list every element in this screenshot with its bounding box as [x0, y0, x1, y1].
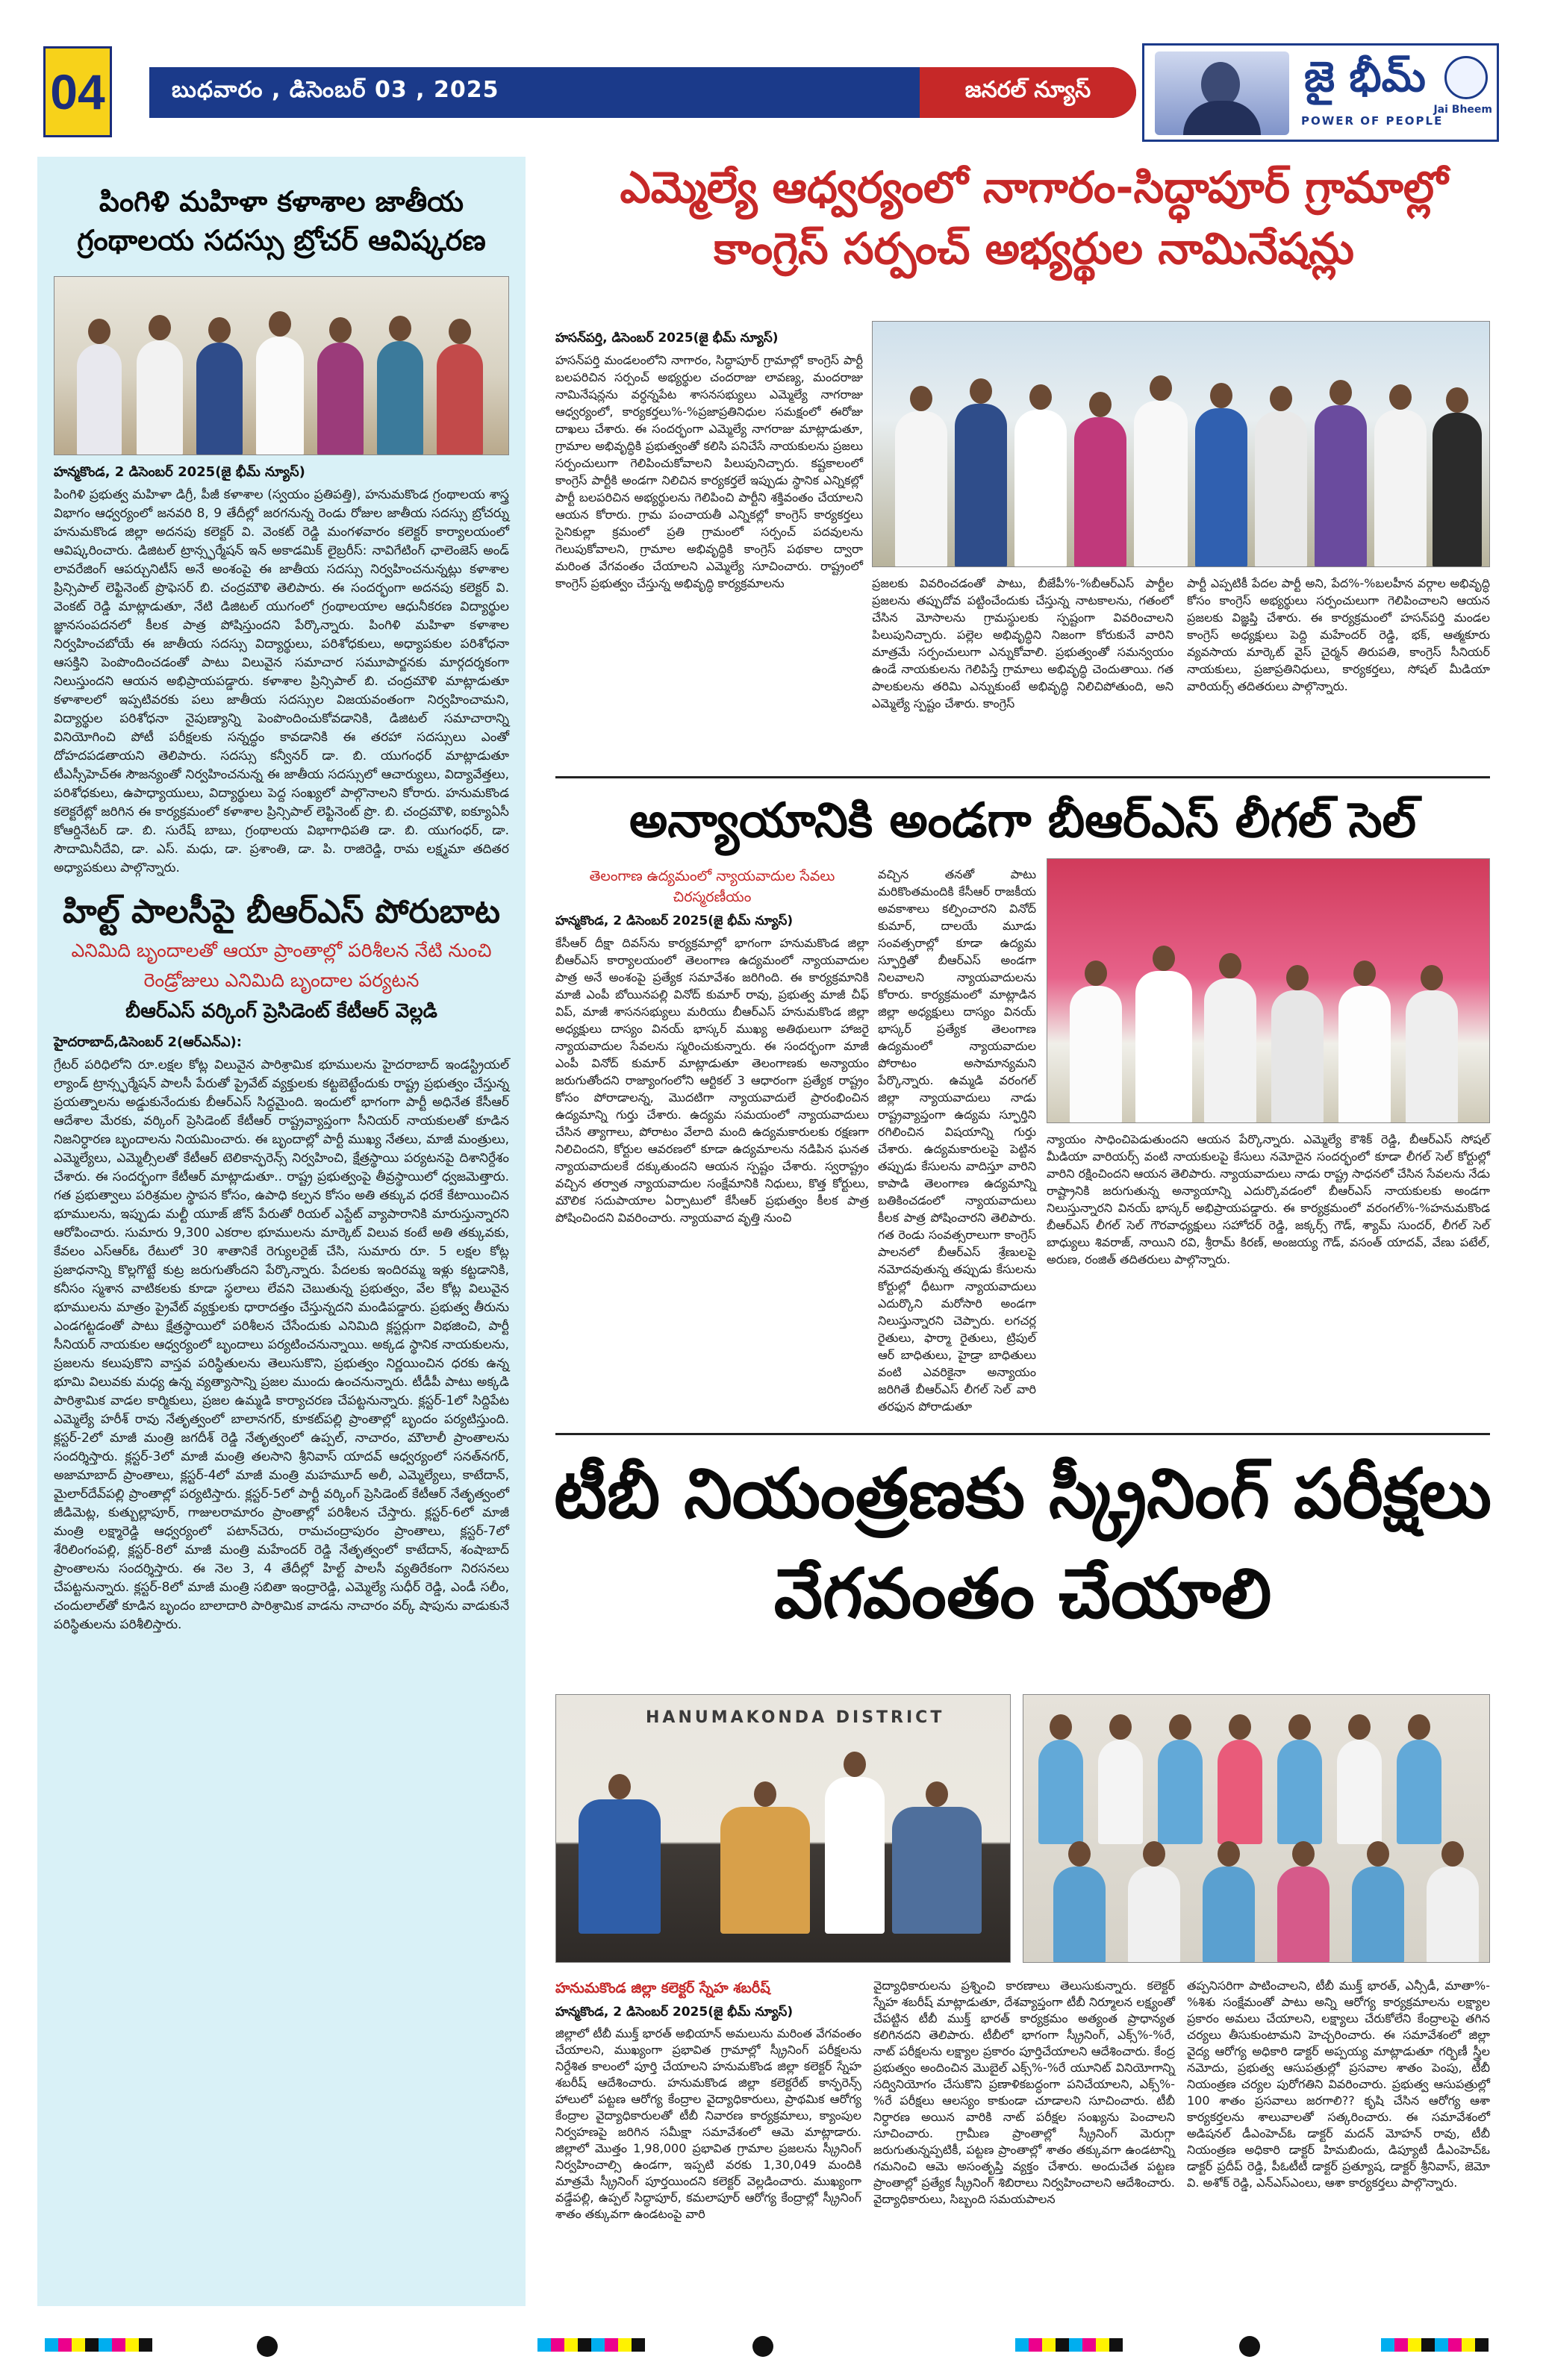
article5-col3	[1187, 1978, 1490, 2191]
article4-caption: తెలంగాణ ఉద్యమంలో న్యాయవాదుల సేవలు చిరస్మరణీయం	[589, 868, 835, 905]
article5-photo-left	[555, 1694, 1011, 1963]
article5-dateline: హన్మకొండ, 2 డిసెంబర్ 2025(జై భీమ్ న్యూస్)	[555, 2005, 794, 2020]
article4-col2	[878, 866, 1036, 1415]
article3-dateline: హసన్‌పర్తి, డిసెంబర్ 2025(జై భీమ్ న్యూస్)	[555, 331, 779, 346]
left-column	[37, 157, 526, 2306]
brand-small: Jai Bheem	[1433, 104, 1492, 116]
article4-col3	[1047, 1131, 1490, 1268]
registration-bar-2	[537, 2338, 645, 2352]
article3-col3-text: పార్టీ ఎప్పటికీ పేదల పార్టీ అని, పేద%-%బలహీన వర్గాల అభివృద్ధి కోసం కాంగ్రెస్ అభ్యర్థులు సర్పంచులుగా గెలిపించాలని ఆయన ప్రజలకు విజ్ఞప్తి చేశారు. ఈ కార్యక్రమంలో హసన్‌పర్తి మండల కాంగ్రెస్ అధ్యక్షులు పెద్ది మహేందర్ రెడ్డి, భక్, ఆత్మకూరు వ్యవసాయ మార్కెట్ వైస్ చైర్మన్ తిరుపతి, కాంగ్రెస్ సీనియర్ నాయకులు, ప్రజాప్రతినిధులు, కార్యకర్తలు, సోషల్ మీడియా వారియర్స్ తదితరులు పాల్గొన్నారు.	[1187, 576, 1490, 693]
article3-col2	[872, 575, 1173, 712]
article5-headline: టీబీ నియంత్రణకు స్క్రీనింగ్ పరీక్షలు వేగవంతం చేయాలి	[554, 1454, 1491, 1634]
registration-dot-3	[1239, 2336, 1260, 2357]
registration-bar-3	[1015, 2338, 1123, 2352]
article5-caption: హనుమకొండ జిల్లా కలెక్టర్ స్నేహ శబరీష్	[555, 1980, 770, 1996]
registration-bar-1	[45, 2338, 152, 2352]
registration-dot-1	[257, 2336, 278, 2357]
registration-dot-2	[752, 2336, 773, 2357]
article4-photo	[1047, 858, 1490, 1123]
article4-col3-text: న్యాయం సాధించిపెడుతుందని ఆయన పేర్కొన్నారు. ఎమ్మెల్యే కౌశిక్ రెడ్డి, బీఆర్ఎస్ సోషల్ మీడియా వారియర్స్ వంటి నాయకులపై కేసులు నమోదైన సందర్భంలో కూడా లీగల్ సెల్ కోర్టుల్లో వారిని రక్షించిందని ఆయన తెలిపారు. న్యాయవాదులు నాడు రాష్ట్ర సాధనలో చేసిన సేవలను నేడు రాష్ట్రానికి జరుగుతున్న అన్యాయాన్ని ఎదుర్కొవడంలో బీఆర్ఎస్ నాయకులకు అండగా నిలుస్తున్నారని వినయ్ భాస్కర్ అభిప్రాయపడ్డారు. ఈ కార్యక్రమంలో వరంగల్%-%హనుమకొండ బీఆర్ఎస్ లీగల్ సెల్ గౌరవాధ్యక్షులు సహోదర్ రెడ్డి, జక్కర్స్ గౌడ్, శ్యామ్ సుందర్, లీగల్ సెల్ బాధ్యులు శివరాజ్, నాయిని రవి, శ్రీరామ్ కిరణ్, అంజయ్య గౌడ్, వసంత్ యాదవ్, వేణు పటేల్, అరుణ, రంజిత్ తదితరులు పాల్గొన్నారు.	[1047, 1132, 1490, 1266]
article5-col2-text: వైద్యాధికారులను ప్రశ్నించి కారణాలు తెలుసుకున్నారు. కలెక్టర్ స్నేహ శబరీష్ మాట్లాడుతూ, దేశవ్యాప్తంగా టీబీ నిర్మూలన లక్ష్యంతో చేపట్టిన టీబీ ముక్త్ భారత్ కార్యక్రమం అత్యంత ప్రాధాన్యత కలిగినదని తెలిపారు. టీబీలో భాగంగా స్క్రీనింగ్, ఎక్స్%-%రే, నాట్ పరీక్షలను లక్ష్యాల ప్రకారం పూర్తిచేయాలని ఆదేశించారు. కేంద్ర ప్రభుత్వం అందించిన మొబైల్ ఎక్స్%-%రే యూనిట్ వినియోగాన్ని సద్వినియోగం చేసుకొని ప్రణాళికబద్ధంగా పనిచేయాలని, ఎక్స్%-%రే పరీక్షలు ఆలస్యం కాకుండా చూడాలని సూచించారు. టీబీ నిర్ధారణ అయిన వారికి నాట్ పరీక్షల సంఖ్యను పెంచాలని సూచించారు. గ్రామీణ ప్రాంతాల్లో స్క్రీనింగ్ మెరుగ్గా జరుగుతున్నప్పటికీ, పట్టణ ప్రాంతాల్లో శాతం తక్కువగా ఉండటాన్ని గమనించి ఆమె అసంతృప్తి వ్యక్తం చేశారు. అందుచేత పట్టణ ప్రాంతాల్లో ప్రత్యేక స్క్రీనింగ్ శిబిరాలు నిర్వహించాలని ఆదేశించారు. వైద్యాధికారులు, సిబ్బంది సమయపాలన	[873, 1978, 1175, 2206]
article1-photo	[54, 276, 509, 455]
article2-body: గ్రేటర్ పరిధిలోని రూ.లక్షల కోట్ల విలువైన పారిశ్రామిక భూములను హైదరాబాద్ ఇండస్ట్రియల్ ల్యాండ్ ట్రాన్స్ఫర్మేషన్ పాలసీ పేరుతో ప్రైవేట్ వ్యక్తులకు కట్టబెట్టేందుకు రాష్ట్ర ప్రభుత్వం చేస్తున్న ప్రయత్నాలను అడ్డుకునేందుకు బీఆర్ఎస్ సిద్ధమైంది. ఇందులో భాగంగా పార్టీ అధినేత కేసీఆర్ ఆదేశాల మేరకు, వర్కింగ్ ప్రెసిడెంట్ కేటీఆర్ రాష్ట్రవ్యాప్తంగా సీనియర్ నాయకులతో కూడిన నిజనిర్ధారణ బృందాలను నియమించారు. ఈ బృందాల్లో పార్టీ ముఖ్య నేతలు, మాజీ మంత్రులు, ఎమ్మెల్యేలు, ఎమ్మెల్సీలతో కేటీఆర్ టెలికాన్ఫరెన్స్ నిర్వహించి, క్షేత్రస్థాయి పర్యటనపై దిశానిర్దేశం చేశారు. ఈ సందర్భంగా కేటీఆర్ మాట్లాడుతూ.. రాష్ట్ర ప్రభుత్వంపై తీవ్రస్థాయిలో ధ్వజమెత్తారు. గత ప్రభుత్వాలు పరిశ్రమల స్థాపన కోసం, ఉపాధి కల్పన కోసం అతి తక్కువ ధరకే కేటాయించిన భూములను, ఇప్పుడు మల్టీ యూజ్ జోన్ పేరుతో రియల్ ఎస్టేట్ వ్యాపారానికి మారుస్తున్నారని ఆరోపించారు. సుమారు 9,300 ఎకరాల భూములను మార్కెట్ విలువ కంటే అతి తక్కువకు, కేవలం ఎస్ఆర్ఓ రేటులో 30 శాతానికే రెగ్యులరైజ్ చేసి, సుమారు రూ. 5 లక్షల కోట్ల ప్రజాధనాన్ని కొల్లగొట్టే కుట్ర జరుగుతోందని పేర్కొన్నారు. పేదలకు ఇందిరమ్మ ఇళ్లు కట్టడానికి, కనీసం స్మశాన వాటికలకు కూడా స్థలాలు లేవని చెబుతున్న ప్రభుత్వం, వేల కోట్ల విలువైన భూములను మాత్రం ప్రైవేట్ వ్యక్తులకు ధారాదత్తం చేస్తున్నదని మండిపడ్డారు. ప్రభుత్వ తీరును ఎండగట్టడంతో పాటు క్షేత్రస్థాయిలో పరిశీలన చేసేందుకు ఎనిమిది క్లస్టర్లుగా విభజించి, పార్టీ సీనియర్ నాయకుల ఆధ్వర్యంలో బృందాలు పర్యటించనున్నాయి. అక్కడ స్థానిక నాయకులను, ప్రజలను కలుపుకొని వాస్తవ పరిస్థితులను తెలుసుకొని, ప్రభుత్వం నిర్ణయించిన ధరకు ఉన్న భూమి విలువకు మధ్య ఉన్న వ్యత్యాసాన్ని ప్రజల ముందు ఉంచనున్నారు. టీడీపీ పాటు అక్కడి పారిశ్రామిక వాడల కార్మికులు, ప్రజల ఉమ్మడి కార్యాచరణ చేపట్టనున్నారు. క్లస్టర్-1లో సిద్దిపేట ఎమ్మెల్యే హరీశ్ రావు నేతృత్వంలో బాలానగర్, కూకట్‌పల్లి ప్రాంతాల్లో బృందం పర్యటిస్తుంది. క్లస్టర్-2లో మాజీ మంత్రి జగదీశ్ రెడ్డి నేతృత్వంలో ఉప్పల్, నాచారం, మౌలాలీ ప్రాంతాలను సందర్శిస్తారు. క్లస్టర్-3లో మాజీ మంత్రి తలసాని శ్రీనివాస్ యాదవ్ ఆధ్వర్యంలో సనత్‌నగర్, అజామాబాద్ ప్రాంతాలు, క్లస్టర్-4లో మాజీ మంత్రి మహమూద్ అలీ, ఎమ్మెల్యేలు, కాటేదాన్, మైలార్‌దేవ్‌పల్లి ప్రాంతాల్లో పర్యటిస్తారు. క్లస్టర్-5లో పార్టీ వర్కింగ్ ప్రెసిడెంట్ కేటీఆర్ నేతృత్వంలో జీడిమెట్ల, కుత్బుల్లాపూర్, గాజులరామారం ప్రాంతాల్లో పరిశీలన చేస్తారు. క్లస్టర్-6లో మాజీ మంత్రి లక్ష్మారెడ్డి ఆధ్వర్యంలో పటాన్‌చెరు, రామచంద్రాపురం ప్రాంతాలు, క్లస్టర్-7లో శేరిలింగంపల్లి, క్లస్టర్-8లో మాజీ మంత్రి మహేందర్ రెడ్డి నేతృత్వంలో కాటేదాన్, శంషాబాద్ ప్రాంతాలను సందర్శిస్తారు. ఈ నెల 3, 4 తేదీల్లో హిల్ట్ పాలసీ వ్యతిరేకంగా నిరసనలు చేపట్టనున్నారు. క్లస్టర్-8లో మాజీ మంత్రి సబితా ఇంద్రారెడ్డి, ఎమ్మెల్యే సుధీర్ రెడ్డి, ఎండీ సలీం, చందులాల్‌తో కూడిన బృందం బాలాదారి పారిశ్రామిక వాడను నాచారం వర్క్ షాపును వాడుకునే పరిస్థితులను పరిశీలిస్తారు.	[54, 1058, 509, 1632]
article1-headline: పింగిళి మహిళా కళాశాల జాతీయ గ్రంథాలయ సదస్సు బ్రోచర్ ఆవిష్కరణ	[77, 185, 486, 257]
article4-col2-text: వచ్చిన తనతో పాటు మరికొంతమందికి కేసీఆర్ రాజకీయ అవకాశాలు కల్పించారని వినోద్ కుమార్, దాలయే మూడు సంవత్సరాల్లో కూడా ఉద్యమ స్ఫూర్తితో బీఆర్ఎస్ అండగా నిలవాలని న్యాయవాదులను కోరారు. కార్యక్రమంలో మాట్లాడిన జిల్లా అధ్యక్షులు దాస్యం వినయ్ భాస్కర్ ప్రత్యేక తెలంగాణ ఉద్యమంలో న్యాయవాదుల పోరాటం అసామాన్యమని పేర్కొన్నారు. ఉమ్మడి వరంగల్ జిల్లా న్యాయవాదులు నాడు రాష్ట్రవ్యాప్తంగా ఉద్యమ స్ఫూర్తిని రగిలించిన విషయాన్ని గుర్తు చేశారు. ఉద్యమకారులపై పెట్టిన తప్పుడు కేసులను వాదిస్తూ వారిని కాపాడి తెలంగాణ ఉద్యమాన్ని బతికించడంలో న్యాయవాదులు కీలక పాత్ర పోషించారని తెలిపారు. గత రెండు సంవత్సరాలుగా కాంగ్రెస్ పాలనలో బీఆర్ఎస్ శ్రేణులపై నమోదవుతున్న తప్పుడు కేసులను కోర్టుల్లో ధీటుగా న్యాయవాదులు ఎదుర్కొని మరోసారి అండగా నిలుస్తున్నారని చెప్పారు. లగచర్ల రైతులు, ఫార్మా రైతులు, ట్రిపుల్ ఆర్ బాధితులు, హైడ్రా బాధితులు వంటి ఎవరికైనా అన్యాయం జరిగితే బీఆర్ఎస్ లీగల్ సెల్ వారి తరఫున పోరాడుతూ	[878, 867, 1036, 1414]
article3-headline: ఎమ్మెల్యే ఆధ్వర్యంలో నాగారం-సిద్ధాపూర్ గ్రామాల్లో కాంగ్రెస్ సర్పంచ్ అభ్యర్థుల నామినేషన్లు	[620, 162, 1448, 274]
date-bar	[149, 67, 1136, 118]
article5-col3-text: తప్పనిసరిగా పాటించాలని, టీబీ ముక్త్ భారత్, ఎన్సీడీ, మాతా%-%శిశు సంక్షేమంతో పాటు అన్ని ఆరోగ్య కార్యక్రమాలను లక్ష్యాల ప్రకారం అమలు చేయాలని, లక్ష్యాలు చేరుకోలేని కేంద్రాలపై తగిన చర్యలు తీసుకుంటామని హెచ్చరించారు. ఈ సమావేశంలో జిల్లా వైద్య ఆరోగ్య అధికారి డాక్టర్ అప్పయ్య మాట్లాడుతూ గర్భిణీ స్త్రీల నమోదు, ప్రభుత్వ ఆసుపత్రుల్లో ప్రసవాల శాతం పెంపు, టీబీ నియంత్రణ చర్యల పురోగతిని వివరించారు. ప్రభుత్వ ఆసుపత్రుల్లో 100 శాతం ప్రసవాలు జరగాలి?? కృషి చేసిన ఆరోగ్య ఆశా కార్యకర్తలను శాలువాలతో సత్కరించారు. ఈ సమావేశంలో అడిషనల్ డీఎంహెచ్ఓ డాక్టర్ మదన్ మోహన్ రావు, టీబీ నియంత్రణ అధికారి డాక్టర్ హిమబిందు, డిప్యూటీ డీఎంహెచ్ఓ డాక్టర్ ప్రదీప్ రెడ్డి, పీఓటీటీ డాక్టర్ ప్రత్యూష, డాక్టర్ శ్రీనివాస్, జెమో వి. అశోక్ రెడ్డి, ఎన్ఎస్ఎంలు, ఆశా కార్యకర్తలు పాల్గొన్నారు.	[1187, 1978, 1490, 2190]
article3-photo	[872, 321, 1490, 567]
divider-1	[555, 776, 1490, 778]
section-label: జనరల్ న్యూస్	[920, 67, 1136, 118]
emblem-icon	[1444, 56, 1488, 99]
article3-col1	[555, 325, 863, 592]
issue-date: బుధవారం , డిసెంబర్ 03 , 2025	[172, 77, 499, 103]
ambedkar-portrait	[1155, 51, 1289, 135]
masthead-logo	[1142, 43, 1499, 142]
district-sign: HANUMAKONDA DISTRICT	[646, 1708, 945, 1727]
brand-name: జై భీమ్	[1304, 53, 1426, 101]
article4-dateline: హన్మకొండ, 2 డిసెంబర్ 2025(జై భీమ్ న్యూస్)	[555, 913, 794, 928]
article3-col3	[1187, 575, 1490, 695]
article2-dateline: హైదరాబాద్,డిసెంబర్ 2(ఆర్ఎన్ఎ):	[54, 1034, 242, 1050]
article2-subheading: ఎనిమిది బృందాలతో ఆయా ప్రాంతాల్లో పరిశీలన నేటి నుంచి రెండ్రోజులు ఎనిమిది బృందాల పర్యటన	[71, 940, 492, 991]
brand-tagline: POWER OF PEOPLE	[1301, 114, 1444, 128]
article3-col2-text: ప్రజలకు వివరించడంతో పాటు, బీజేపీ%-%బీఆర్ఎస్ పార్టీల ప్రజలను తప్పుదోవ పట్టించేందుకు చేస్తున్న నాటకాలను, గతంలో చేసిన మోసాలను గ్రామస్థులకు స్పష్టంగా వివరించాలని పిలుపునిచ్చారు. పల్లెల అభివృద్ధిని నిజంగా కోరుకునే వారిని మాత్రమే సర్పంచులుగా ఎన్నుకోవాలి. ప్రభుత్వంతో సమన్వయం ఉండే నాయకులను గెలిపిస్తే గ్రామాలు అభివృద్ధి చెందుతాయి. గత పాలకులను తరిమి ఎన్నుకుంటే అభివృద్ధి నిలిచిపోతుంది, అని ఎమ్మెల్యే స్పష్టం చేశారు. కాంగ్రెస్	[872, 576, 1173, 710]
divider-2	[555, 1433, 1490, 1435]
article4-col1	[555, 866, 869, 1226]
article5-col2	[873, 1978, 1175, 2208]
page-number: 04	[43, 46, 112, 137]
article2-headline: హిల్ట్ పాలసీపై బీఆర్ఎస్ పోరుబాట	[63, 893, 500, 931]
article5-photo-right	[1023, 1694, 1490, 1963]
article4-headline: అన్యాయానికి అండగా బీఆర్ఎస్ లీగల్ సెల్	[629, 793, 1416, 849]
article4-col1-text: కేసీఆర్ దీక్షా దివస్‌ను కార్యక్రమాల్లో భాగంగా హనుమకొండ జిల్లా బీఆర్ఎస్ కార్యాలయంలో తెలంగాణ ఉద్యమంలో న్యాయవాదుల పాత్ర అనే అంశంపై ప్రత్యేక సమావేశం జరిగింది. ఈ కార్యక్రమానికి మాజీ ఎంపీ బోయినపల్లి వినోద్ కుమార్ రావు, ప్రభుత్వ మాజీ చీఫ్ విప్, మాజీ శాసనసభ్యులు మరియు బీఆర్ఎస్ హనుమకొండ జిల్లా అధ్యక్షులు దాస్యం వినయ్ భాస్కర్ ముఖ్య అతిథులుగా హాజరై న్యాయవాదుల సేవలను స్మరించుకున్నారు. ఈ సందర్భంగా మాజీ ఎంపీ వినోద్ కుమార్ మాట్లాడుతూ తెలంగాణకు అన్యాయం జరుగుతోందని రాజ్యాంగంలోని ఆర్టికల్ 3 ఆధారంగా ప్రత్యేక రాష్ట్రం కోసం పోరాడాలన్న, మొదటిగా న్యాయవాదులే ప్రారంభించిన ఉద్యమాన్ని గుర్తు చేశారు. ఉద్యమ సమయంలో న్యాయవాదులు చేసిన త్యాగాలు, పోరాటం వేలాది మంది ఉద్యమకారులకు రక్షణగా నిలిచిందని, కోర్టుల ఆవరణలో కూడా ఉద్యమాలను నడిపిన ఘనత న్యాయవాదులకే దక్కుతుందని ఆయన స్పష్టం చేశారు. స్వరాష్ట్రం వచ్చిన తర్వాత న్యాయవాదుల సంక్షేమానికి నిధులు, కొత్త కోర్టులు, మౌలిక సదుపాయాల ఏర్పాటులో కేసీఆర్ ప్రభుత్వం కీలక పాత్ర పోషించిందని వివరించారు. న్యాయవాద వృత్తి నుంచి	[555, 936, 869, 1225]
article5-col1	[555, 1978, 861, 2223]
registration-bar-4	[1381, 2338, 1489, 2352]
article1-body: పింగిళి ప్రభుత్వ మహిళా డిగ్రీ, పీజీ కళాశాల (స్వయం ప్రతిపత్తి), హనుమకొండ గ్రంథాలయ శాస్త్ర విభాగం ఆధ్వర్యంలో జనవరి 8, 9 తేదీల్లో జరగనున్న రెండు రోజుల జాతీయ సదస్సు బ్రోచర్ను హనుమకొండ జిల్లా అదనపు కలెక్టర్ వి. వెంకట్ రెడ్డి మంగళవారం కలెక్టర్ కార్యాలయంలో ఆవిష్కరించారు. డిజిటల్ ట్రాన్స్ఫర్మేషన్ ఇన్ అకాడమిక్ లైబ్రరీస్: నావిగేటింగ్ ఛాలెంజెస్ అండ్ లావరేజింగ్ ఆపర్చునిటీస్ అనే అంశంపై ఈ జాతీయ సదస్సు నిర్వహించనున్నట్లు కళాశాల ప్రిన్సిపాల్ లెఫ్టినెంట్ ప్రొఫెసర్ బి. చంద్రమౌళి తెలిపారు. ఈ సందర్భంగా అదనపు కలెక్టర్ వి. వెంకట్ రెడ్డి మాట్లాడుతూ, నేటి డిజిటల్ యుగంలో గ్రంథాలయాల ఆధునీకరణ విద్యార్థుల జ్ఞానసంపదనలో కీలక పాత్ర పోషిస్తుందని పేర్కొన్నారు. పింగిళి మహిళా కళాశాల నిర్వహించబోయే ఈ జాతీయ సదస్సు విద్యార్థులు, పరిశోధకులు, అధ్యాపకుల పరిశోధనా ఆసక్తిని పెంపొందించడంతో పాటు విలువైన సమాచార సమూపార్జనకు మార్గదర్శకంగా నిలుస్తుందని ఆయన అభిప్రాయపడ్డారు. కళాశాల ప్రిన్సిపాల్ బి. చంద్రమౌళి మాట్లాడుతూ కళాశాలలో ఇప్పటివరకు పలు జాతీయ సదస్సుల విజయవంతంగా నిర్వహించామని, విద్యార్థుల పరిశోధనా నైపుణ్యాన్ని పెంపొందించుకోవడానికి, డిజిటల్ సమాచారాన్ని వినియోగించి పోటీ పరీక్షలకు సన్నద్ధం కావడానికి ఈ తరహా సదస్సులు ఎంతో దోహదపడతాయని తెలిపారు. సదస్సు కన్వీనర్ డా. బి. యుగంధర్ మాట్లాడుతూ టీఎస్సీహెచ్ఈ సౌజన్యంతో నిర్వహించనున్న ఈ జాతీయ సదస్సులో ఆచార్యులు, విద్యావేత్తలు, పరిశోధకులు, ఉపాధ్యాయులు, విద్యార్థులు పెద్ద సంఖ్యలో పాల్గొనాలని కోరారు. హనుమకొండ కలెక్టరేట్లో జరిగిన ఈ కార్యక్రమంలో కళాశాల ప్రిన్సిపాల్ లెఫ్టినెంట్ ప్రొ. బి. చంద్రమౌళి, ఐక్యూఏసీ కోఆర్డినేటర్ డా. బి. సురేష్ బాబు, గ్రంథాలయ విభాగాధిపతి డా. బి. యుగంధర్, డా. సౌదామినీదేవి, డా. ఎస్. మధు, డా. ప్రశాంతి, డా. పి. రాజిరెడ్డి, రామ లక్ష్మమా తదితర అధ్యాపకులు పాల్గొన్నారు.	[54, 487, 509, 875]
article2-byline: బీఆర్ఎస్ వర్కింగ్ ప్రెసిడెంట్ కేటీఆర్ వెల్లడి	[125, 1000, 437, 1022]
article5-col1-text: జిల్లాలో టీబీ ముక్త్ భారత్ అభియాన్ అమలును మరింత వేగవంతం చేయాలని, ముఖ్యంగా ప్రభావిత గ్రామాల్లో స్క్రీనింగ్ పరీక్షలను నిర్దేశిత కాలంలో పూర్తి చేయాలని హనుమకొండ జిల్లా కలెక్టర్ స్నేహ శబరీష్ ఆదేశించారు. హనుమకొండ జిల్లా కలెక్టరేట్ కాన్ఫరెన్స్ హాలులో పట్టణ ఆరోగ్య కేంద్రాల వైద్యాధికారులు, ప్రాథమిక ఆరోగ్య కేంద్రాల వైద్యాధికారులతో టీబీ నివారణ కార్యక్రమాలు, క్యాంపుల నిర్వహణపై జరిగిన సమీక్షా సమావేశంలో ఆమె మాట్లాడారు. జిల్లాలో మొత్తం 1,98,000 ప్రభావిత గ్రామాల ప్రజలను స్క్రీనింగ్ నిర్వహించాల్సి ఉండగా, ఇప్పటి వరకు 1,30,049 మందికి మాత్రమే స్క్రీనింగ్ పూర్తయిందని కలెక్టర్ వెల్లడించారు. ముఖ్యంగా వడ్డేపల్లి, ఉప్పల్ సిద్ధాపూర్, కమలాపూర్ ఆరోగ్య కేంద్రాల్లో స్క్రీనింగ్ శాతం తక్కువగా ఉండటంపై వారి	[555, 2026, 861, 2221]
article3-col1-text: హసన్‌పర్తి మండలంలోని నాగారం, సిద్ధాపూర్ గ్రామాల్లో కాంగ్రెస్ పార్టీ బలపరిచిన సర్పంచ్ అభ్యర్థుల చందరాజు లావణ్య, మందరాజు నామినేషన్లను వర్ధన్నపేట శాసనసభ్యులు ఎమ్మెల్యే నాగరాజు ఆధ్వర్యంలో, కార్యకర్తలు%-%ప్రజాప్రతినిధుల సమక్షంలో ఈరోజు దాఖలు చేశారు. ఈ సందర్భంగా ఎమ్మెల్యే నాగరాజు మాట్లాడుతూ, గ్రామాల అభివృద్ధికి ప్రభుత్వంతో కలిసి పనిచేసే నాయకులను ప్రజలు సర్పంచులుగా గెలిపించుకోవాలని పిలుపునిచ్చారు. కష్టకాలంలో కాంగ్రెస్ పార్టీకి అండగా నిలిచిన కార్యకర్తలే ఇప్పుడు స్థానిక ఎన్నికల్లో పార్టీ బలపరిచిన అభ్యర్థులను గెలిపించి పార్టీని శక్తివంతం చేయాలని ఆయన కోరారు. గ్రామ పంచాయతీ ఎన్నికల్లో కాంగ్రెస్ కార్యకర్తలు సైనికుల్లా క్రమంలో ప్రతి గ్రామంలో సర్పంచ్ పదవులను గెలుపుకోవాలని, గ్రామాల అభివృద్ధికి కాంగ్రెస్ పథకాల ద్వారా మరింత వేగవంతం చేయాలని ఎమ్మెల్యే సూచించారు. రాష్ట్రంలో కాంగ్రెస్ ప్రభుత్వం చేస్తున్న అభివృద్ధి కార్యక్రమాలను	[555, 353, 863, 590]
article1-dateline: హన్మకొండ, 2 డిసెంబర్ 2025(జై భీమ్ న్యూస్)	[54, 464, 305, 480]
